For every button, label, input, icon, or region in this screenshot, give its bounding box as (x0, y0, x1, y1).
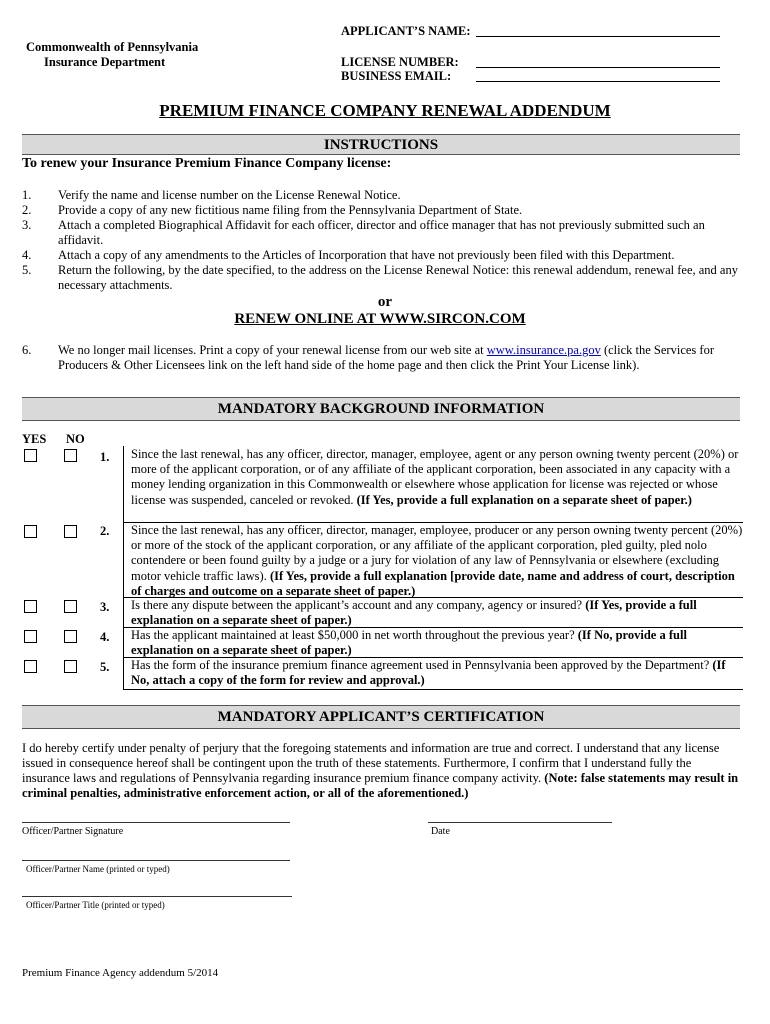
page-title: PREMIUM FINANCE COMPANY RENEWAL ADDENDUM (159, 101, 611, 120)
business-email-label: BUSINESS EMAIL: (341, 69, 452, 83)
renew-online-link[interactable]: RENEW ONLINE AT WWW.SIRCON.COM (234, 311, 526, 327)
q3-note: (If Yes, provide a full explanation on a separate sheet of paper.) (131, 598, 697, 628)
list-item (22, 218, 742, 248)
q4-body: Has the applicant maintained at least $50,000 in net worth throughout the previous year? (131, 628, 578, 642)
q4-note: (If No, provide a full explanation on a separate sheet of paper.) (131, 628, 687, 658)
certification-text (22, 741, 742, 801)
date-line[interactable] (428, 822, 612, 823)
item-text: Attach a copy of any amendments to the Articles of Incorporation that have not previously been filed with this Department. (58, 248, 675, 262)
list-item (22, 188, 742, 203)
officer-name-line[interactable] (22, 860, 290, 861)
item-text (58, 343, 742, 373)
q2-body: Since the last renewal, has any officer, director, manager, employee, producer or any person owning twenty percent (20%) or more of the stock of the applicant corporation, or any affiliate of the applicant corporation, pled guilty, pled nolo contendere or been found guilty by a judge or a jury for violation of any law of Pennsylvania or elsewhere (excluding motor vehicle traffic laws). (131, 523, 743, 583)
q1-note: (If Yes, provide a full explanation on a separate sheet of paper.) (356, 492, 692, 507)
applicant-name-field[interactable] (476, 36, 720, 37)
signature-line[interactable] (22, 822, 290, 823)
list-item (22, 203, 742, 218)
item-number: 6. (22, 343, 32, 357)
instruction-item-6 (22, 343, 742, 373)
license-number-label: LICENSE NUMBER: (341, 55, 459, 69)
officer-name-label: Officer/Partner Name (printed or typed) (26, 864, 170, 874)
item-number: 5. (22, 263, 32, 277)
certification-banner: MANDATORY APPLICANT’S CERTIFICATION (22, 705, 740, 729)
question-separator (123, 689, 743, 690)
item-text: Return the following, by the date specified, to the address on the License Renewal Notice: this renewal addendum, renewal fee, and any necessary attachments. (58, 263, 738, 292)
business-email-field[interactable] (476, 81, 720, 82)
license-number-field[interactable] (476, 67, 720, 68)
item-number: 3. (22, 218, 32, 232)
q1-body: Since the last renewal, has any officer, director, manager, employee, agent or any person owning twenty percent (20%) or more of the applicant corporation, or of any affiliate of the applicant corporation, been associated in any capacity with a money lending organization in this Commonwealth or elsewhere whose application for license was rejected or whose license was suspended, canceled or revoked. (131, 447, 739, 507)
item-text: Attach a completed Biographical Affidavit for each officer, director and office manager that has not previously submitted such an affidavit. (58, 218, 705, 247)
q3-yes-checkbox[interactable] (24, 600, 37, 613)
question-divider (123, 446, 124, 690)
no-column-label: NO (66, 432, 85, 446)
list-item (22, 248, 742, 263)
yes-column-label: YES (22, 432, 47, 446)
org-line-2: Insurance Department (44, 55, 166, 69)
q4-text (131, 628, 743, 658)
item-number: 2. (22, 203, 32, 217)
item-number: 1. (22, 188, 32, 202)
q2-no-checkbox[interactable] (64, 525, 77, 538)
insurance-website-link[interactable]: www.insurance.pa.gov (486, 343, 601, 357)
q3-body: Is there any dispute between the applicant’s account and any company, agency or insured? (131, 598, 586, 612)
item6-text-post: (click the Services for Producers & Other Licensees link on the left hand side of the home page and then click the Print Your License link). (58, 343, 714, 372)
or-separator: or (377, 294, 393, 310)
applicant-name-label: APPLICANT’S NAME: (341, 24, 471, 38)
date-label: Date (431, 826, 450, 837)
instructions-banner: INSTRUCTIONS (22, 134, 740, 155)
q3-number: 3. (100, 600, 110, 614)
officer-title-label: Officer/Partner Title (printed or typed) (26, 900, 165, 910)
q1-text (131, 447, 743, 508)
item-number: 4. (22, 248, 32, 262)
officer-title-line[interactable] (22, 896, 292, 897)
footer-form-id: Premium Finance Agency addendum 5/2014 (22, 967, 219, 979)
item-text: Verify the name and license number on the License Renewal Notice. (58, 188, 401, 202)
instructions-list (22, 188, 742, 293)
q5-note: (If No, attach a copy of the form for review and approval.) (131, 658, 726, 688)
q3-text (131, 598, 743, 628)
q5-no-checkbox[interactable] (64, 660, 77, 673)
item6-text-pre: We no longer mail licenses. Print a copy of your renewal license from our web site at (58, 343, 487, 357)
certification-note: (Note: false statements may result in criminal penalties, administrative enforcement action, or all of the aforementioned.) (22, 771, 739, 800)
q5-yes-checkbox[interactable] (24, 660, 37, 673)
q5-text (131, 658, 743, 688)
org-line-1: Commonwealth of Pennsylvania (26, 40, 199, 54)
q1-number: 1. (100, 450, 110, 464)
q4-no-checkbox[interactable] (64, 630, 77, 643)
q2-number: 2. (100, 524, 110, 538)
q3-no-checkbox[interactable] (64, 600, 77, 613)
instructions-intro: To renew your Insurance Premium Finance Company license: (22, 154, 740, 172)
background-banner: MANDATORY BACKGROUND INFORMATION (22, 397, 740, 421)
q2-text (131, 523, 743, 599)
q1-no-checkbox[interactable] (64, 449, 77, 462)
list-item (22, 263, 742, 293)
q5-body: Has the form of the insurance premium finance agreement used in Pennsylvania been approved by the Department? (131, 658, 713, 672)
signature-label: Officer/Partner Signature (22, 826, 124, 837)
q5-number: 5. (100, 660, 110, 674)
q2-note: (If Yes, provide a full explanation [provide date, name and address of court, description of charges and outcome on a separate sheet of paper.) (131, 568, 735, 598)
item-text: Provide a copy of any new fictitious name filing from the Pennsylvania Department of State. (58, 203, 523, 217)
certification-body: I do hereby certify under penalty of perjury that the foregoing statements and information are true and correct. I understand that any license issued in consequence hereof shall be contingent upon the truth of these statements. Furthermore, I confirm that I understand fully the insurance laws and regulations of Pennsylvania regarding insurance premium finance company activity. (22, 741, 720, 785)
q2-yes-checkbox[interactable] (24, 525, 37, 538)
q1-yes-checkbox[interactable] (24, 449, 37, 462)
q4-number: 4. (100, 630, 110, 644)
q4-yes-checkbox[interactable] (24, 630, 37, 643)
